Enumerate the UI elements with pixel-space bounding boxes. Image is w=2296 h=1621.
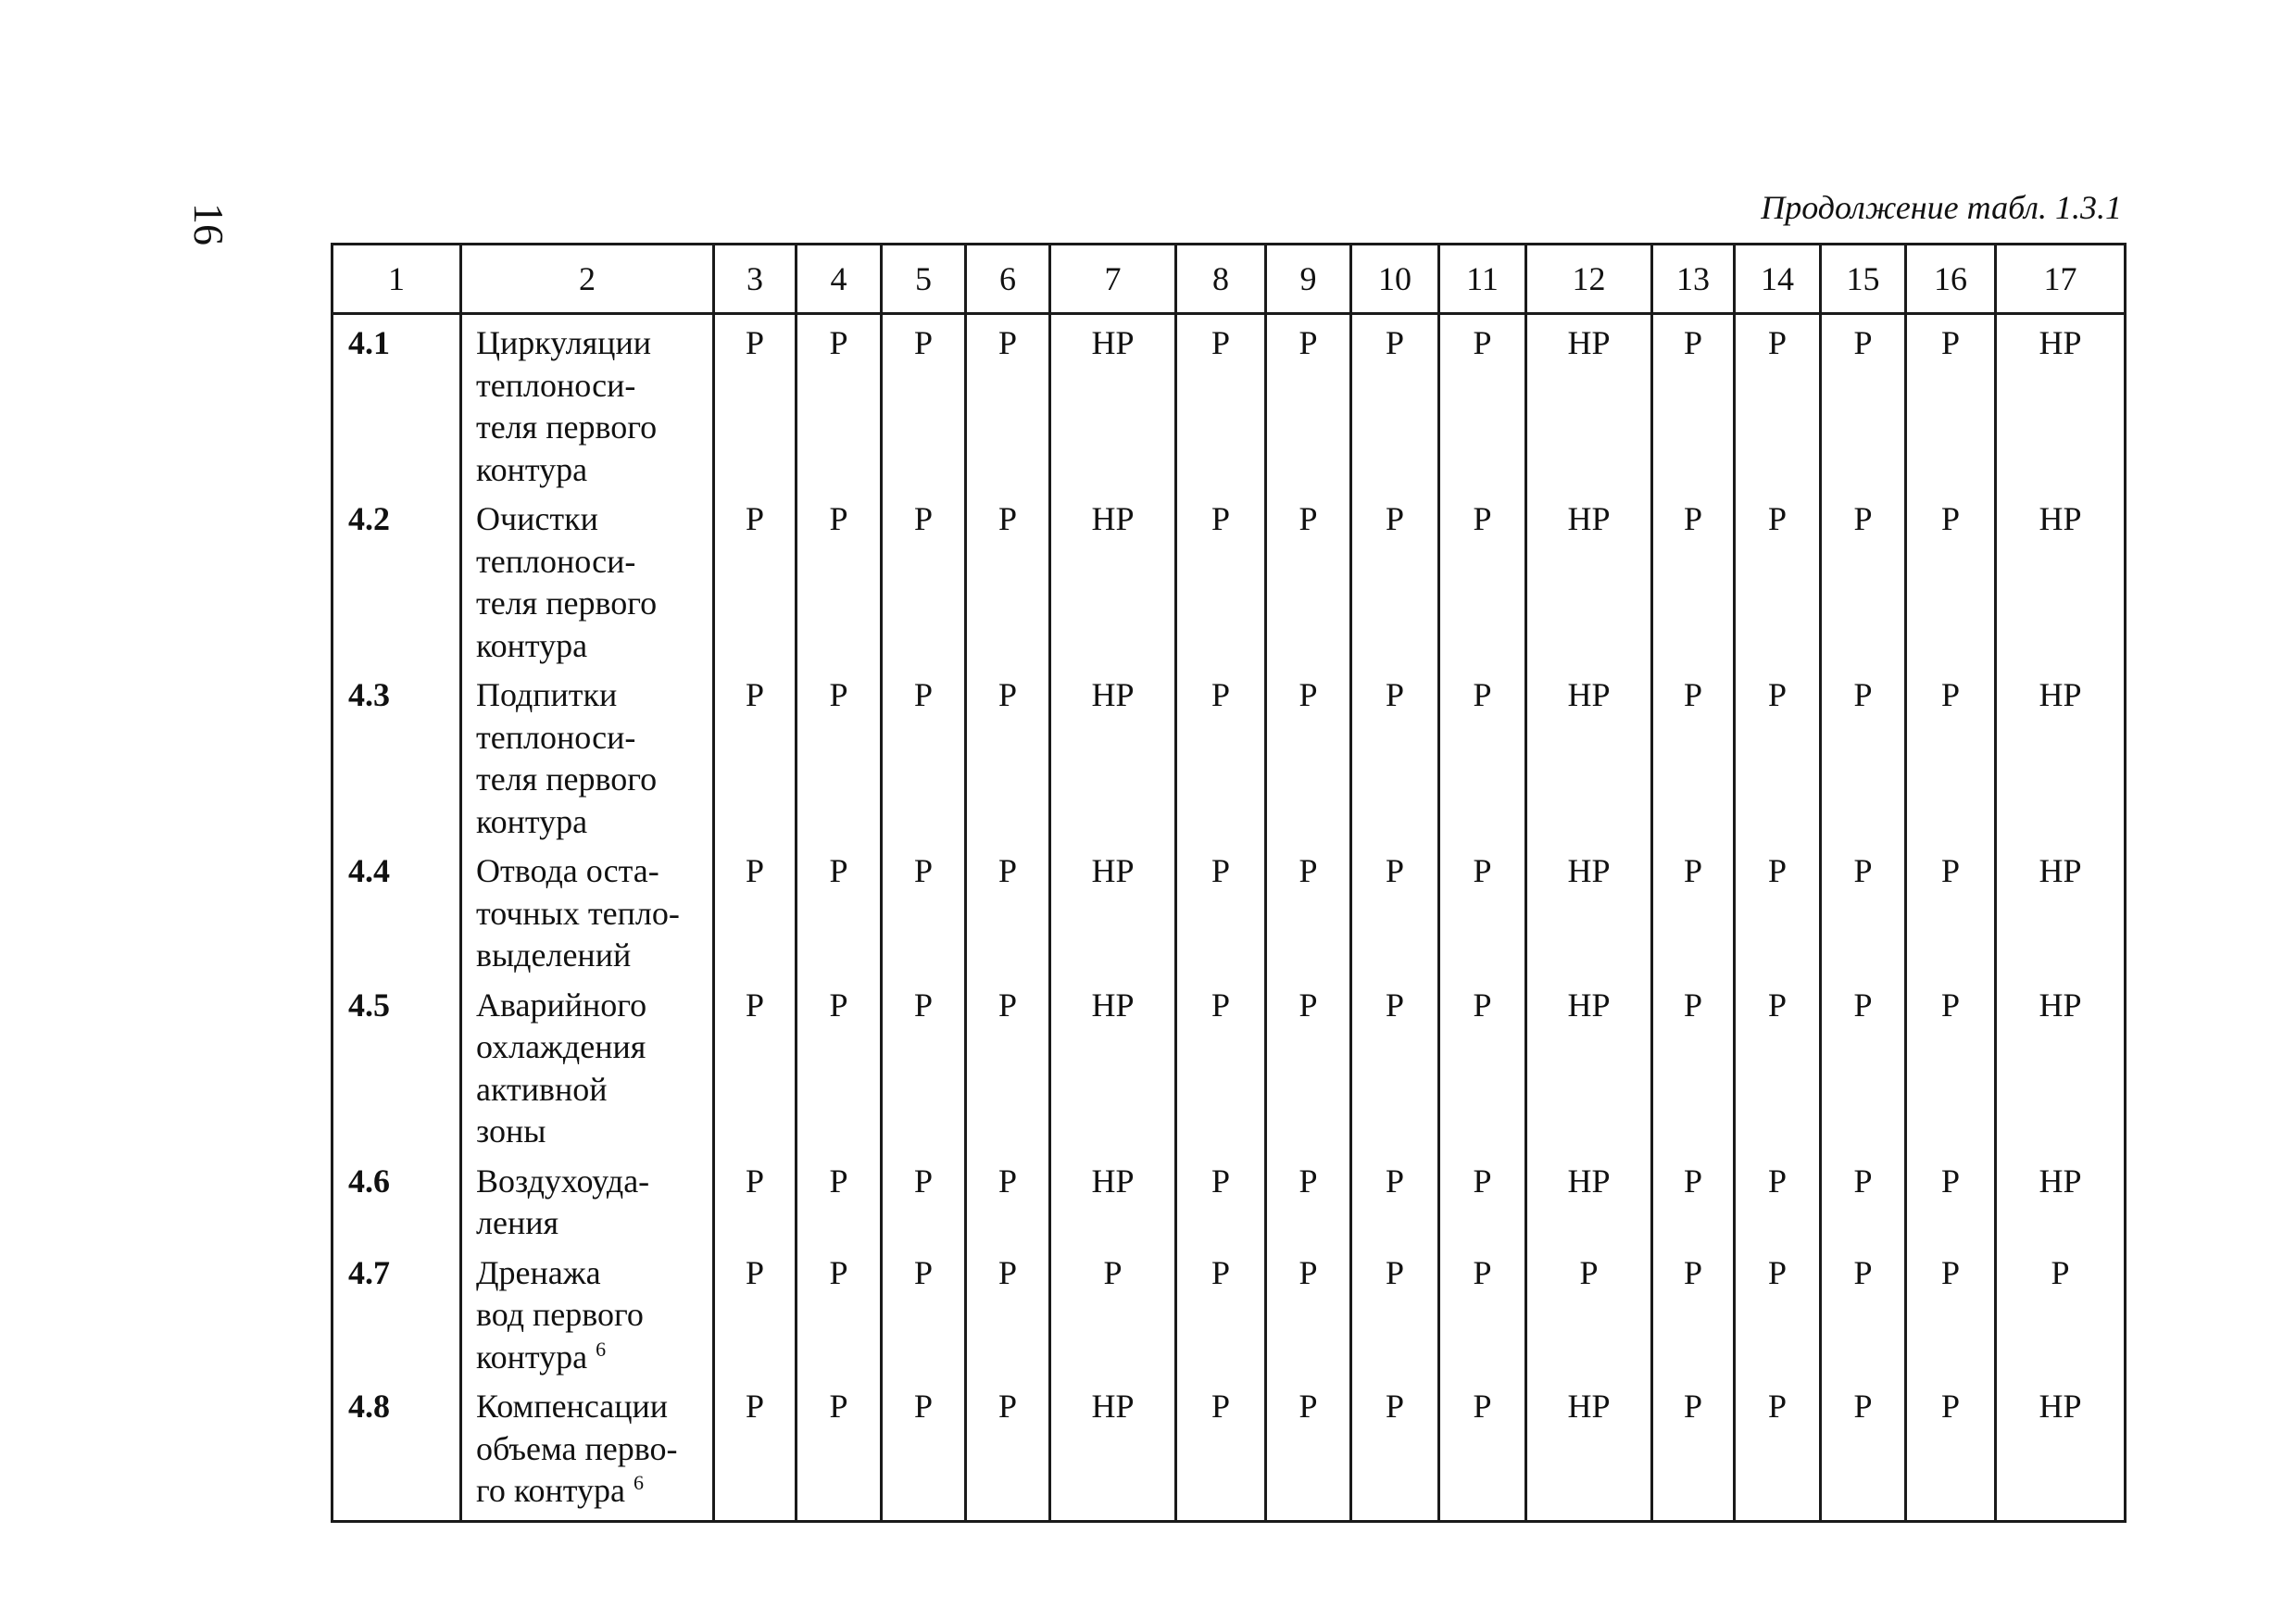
value-cell: Р xyxy=(797,1245,882,1379)
header-cell: 14 xyxy=(1735,245,1821,314)
value-cell: Р xyxy=(1652,1245,1735,1379)
header-cell: 13 xyxy=(1652,245,1735,314)
value-cell: Р xyxy=(882,843,966,977)
value-cell: Р xyxy=(1266,1378,1351,1521)
description-text: активной xyxy=(476,1070,608,1108)
description-line xyxy=(476,1337,712,1379)
value-cell: Р xyxy=(1652,1378,1735,1521)
value-cell: Р xyxy=(1906,977,1996,1153)
value-cell: Р xyxy=(714,314,797,492)
value-cell: Р xyxy=(1906,1153,1996,1245)
value-cell: Р xyxy=(966,667,1050,843)
description-text: контура xyxy=(476,1338,596,1376)
table-row xyxy=(332,1378,2126,1521)
value-cell: Р xyxy=(882,1378,966,1521)
header-cell: 9 xyxy=(1266,245,1351,314)
value-cell: Р xyxy=(1351,843,1439,977)
header-cell: 12 xyxy=(1526,245,1652,314)
value-cell: НР xyxy=(1996,491,2126,667)
value-cell: Р xyxy=(714,491,797,667)
value-cell: Р xyxy=(1266,1245,1351,1379)
description-line xyxy=(476,1161,712,1203)
value-cell: НР xyxy=(1526,1378,1652,1521)
value-cell: Р xyxy=(1735,667,1821,843)
description-text: Циркуляции xyxy=(476,324,651,361)
value-cell: Р xyxy=(797,314,882,492)
table-row xyxy=(332,843,2126,977)
value-cell: Р xyxy=(1996,1245,2126,1379)
value-cell: Р xyxy=(797,1153,882,1245)
value-cell: Р xyxy=(1439,1378,1526,1521)
value-cell: Р xyxy=(1351,1378,1439,1521)
value-cell: Р xyxy=(1526,1245,1652,1379)
value-cell: Р xyxy=(714,1245,797,1379)
description-line xyxy=(476,1428,712,1471)
value-cell: Р xyxy=(1821,843,1906,977)
description-text: зоны xyxy=(476,1112,546,1150)
value-cell: Р xyxy=(1439,667,1526,843)
value-cell: Р xyxy=(882,1153,966,1245)
value-cell: Р xyxy=(797,843,882,977)
value-cell: Р xyxy=(1735,314,1821,492)
row-description xyxy=(461,314,714,492)
description-text: теля первого xyxy=(476,408,658,446)
value-cell: Р xyxy=(1351,667,1439,843)
value-cell: Р xyxy=(1176,843,1266,977)
description-text: Аварийного xyxy=(476,986,647,1024)
value-cell: НР xyxy=(1050,314,1176,492)
value-cell: НР xyxy=(1050,977,1176,1153)
value-cell: НР xyxy=(1526,491,1652,667)
row-number: 4.1 xyxy=(332,314,461,492)
description-text: объема перво- xyxy=(476,1429,678,1467)
description-line xyxy=(476,717,712,760)
description-text: ления xyxy=(476,1204,559,1241)
value-cell: Р xyxy=(1735,1245,1821,1379)
description-text: теплоноси- xyxy=(476,718,636,756)
description-line xyxy=(476,541,712,584)
description-text: Подпитки xyxy=(476,676,618,713)
value-cell: Р xyxy=(714,977,797,1153)
value-cell: Р xyxy=(714,1153,797,1245)
row-description xyxy=(461,843,714,977)
description-line xyxy=(476,893,712,936)
value-cell: НР xyxy=(1050,1153,1176,1245)
description-line xyxy=(476,1252,712,1295)
value-cell: Р xyxy=(1735,1153,1821,1245)
row-number: 4.8 xyxy=(332,1378,461,1521)
description-line xyxy=(476,1026,712,1069)
value-cell: НР xyxy=(1526,1153,1652,1245)
value-cell: Р xyxy=(1351,491,1439,667)
value-cell: Р xyxy=(882,491,966,667)
value-cell: Р xyxy=(1266,977,1351,1153)
header-cell: 4 xyxy=(797,245,882,314)
value-cell: Р xyxy=(1735,1378,1821,1521)
description-text: Воздухоуда- xyxy=(476,1162,650,1200)
value-cell: Р xyxy=(882,314,966,492)
value-cell: НР xyxy=(1996,1378,2126,1521)
description-text: Компенсации xyxy=(476,1388,669,1425)
row-description xyxy=(461,1378,714,1521)
header-row xyxy=(332,245,2126,314)
table-row xyxy=(332,667,2126,843)
value-cell: Р xyxy=(1906,1378,1996,1521)
value-cell: НР xyxy=(1050,667,1176,843)
description-text: теля первого xyxy=(476,584,658,622)
header-cell: 8 xyxy=(1176,245,1266,314)
header-cell: 6 xyxy=(966,245,1050,314)
value-cell: Р xyxy=(966,1153,1050,1245)
header-cell: 17 xyxy=(1996,245,2126,314)
value-cell: Р xyxy=(1176,667,1266,843)
value-cell: Р xyxy=(714,667,797,843)
row-description xyxy=(461,1245,714,1379)
value-cell: Р xyxy=(1176,1245,1266,1379)
value-cell: Р xyxy=(1439,314,1526,492)
row-description xyxy=(461,977,714,1153)
value-cell: Р xyxy=(882,977,966,1153)
value-cell: Р xyxy=(1821,1378,1906,1521)
value-cell: Р xyxy=(1176,1153,1266,1245)
value-cell: НР xyxy=(1050,843,1176,977)
description-text: контура xyxy=(476,450,588,488)
value-cell: Р xyxy=(1735,977,1821,1153)
description-line xyxy=(476,1294,712,1337)
description-line xyxy=(476,801,712,844)
row-number: 4.7 xyxy=(332,1245,461,1379)
value-cell: Р xyxy=(1050,1245,1176,1379)
value-cell: Р xyxy=(1906,1245,1996,1379)
value-cell: НР xyxy=(1996,977,2126,1153)
value-cell: Р xyxy=(1266,667,1351,843)
description-line xyxy=(476,1202,712,1245)
value-cell: Р xyxy=(1821,977,1906,1153)
header-cell: 15 xyxy=(1821,245,1906,314)
row-number: 4.3 xyxy=(332,667,461,843)
description-line xyxy=(476,322,712,365)
value-cell: НР xyxy=(1050,491,1176,667)
value-cell: Р xyxy=(966,1378,1050,1521)
value-cell: Р xyxy=(882,1245,966,1379)
value-cell: Р xyxy=(1176,977,1266,1153)
value-cell: Р xyxy=(1176,1378,1266,1521)
description-text: точных тепло- xyxy=(476,894,680,932)
table-row xyxy=(332,491,2126,667)
row-description xyxy=(461,491,714,667)
row-description xyxy=(461,1153,714,1245)
value-cell: Р xyxy=(1821,1245,1906,1379)
value-cell: Р xyxy=(797,1378,882,1521)
value-cell: Р xyxy=(1652,667,1735,843)
description-line xyxy=(476,850,712,893)
value-cell: Р xyxy=(1439,977,1526,1153)
value-cell: Р xyxy=(1351,977,1439,1153)
value-cell: Р xyxy=(1266,314,1351,492)
value-cell: Р xyxy=(1351,1153,1439,1245)
value-cell: НР xyxy=(1996,843,2126,977)
row-number: 4.4 xyxy=(332,843,461,977)
value-cell: Р xyxy=(1266,491,1351,667)
row-number: 4.5 xyxy=(332,977,461,1153)
value-cell: НР xyxy=(1526,314,1652,492)
value-cell: Р xyxy=(1439,1245,1526,1379)
value-cell: Р xyxy=(1266,843,1351,977)
value-cell: Р xyxy=(1821,314,1906,492)
table-row xyxy=(332,977,2126,1153)
header-cell: 1 xyxy=(332,245,461,314)
description-text: контура xyxy=(476,626,588,664)
description-line xyxy=(476,1386,712,1428)
description-line xyxy=(476,1470,712,1513)
table-caption: Продолжение табл. 1.3.1 xyxy=(1761,189,2122,226)
description-text: теплоноси- xyxy=(476,366,636,404)
systems-table xyxy=(331,243,2127,1523)
footnote-marker: 6 xyxy=(634,1471,645,1494)
description-line xyxy=(476,407,712,449)
value-cell: Р xyxy=(1735,491,1821,667)
description-line xyxy=(476,1069,712,1112)
description-text: Дренажа xyxy=(476,1253,601,1291)
value-cell: Р xyxy=(1906,667,1996,843)
row-number: 4.6 xyxy=(332,1153,461,1245)
value-cell: НР xyxy=(1526,667,1652,843)
value-cell: Р xyxy=(797,667,882,843)
value-cell: Р xyxy=(966,1245,1050,1379)
description-text: выделений xyxy=(476,936,632,974)
header-cell: 16 xyxy=(1906,245,1996,314)
value-cell: Р xyxy=(1652,314,1735,492)
description-text: го контура xyxy=(476,1472,634,1509)
description-line xyxy=(476,583,712,625)
header-cell: 5 xyxy=(882,245,966,314)
description-line xyxy=(476,985,712,1027)
value-cell: Р xyxy=(797,977,882,1153)
value-cell: Р xyxy=(797,491,882,667)
value-cell: Р xyxy=(966,977,1050,1153)
description-text: вод первого xyxy=(476,1296,644,1333)
value-cell: Р xyxy=(1176,491,1266,667)
description-line xyxy=(476,759,712,801)
description-text: теля первого xyxy=(476,760,658,798)
table-row xyxy=(332,1153,2126,1245)
header-cell: 2 xyxy=(461,245,714,314)
header-cell: 10 xyxy=(1351,245,1439,314)
header-cell: 7 xyxy=(1050,245,1176,314)
table-row xyxy=(332,1245,2126,1379)
value-cell: Р xyxy=(1821,667,1906,843)
value-cell: Р xyxy=(1351,1245,1439,1379)
description-text: теплоноси- xyxy=(476,542,636,580)
value-cell: НР xyxy=(1996,1153,2126,1245)
description-text: Отвода оста- xyxy=(476,852,659,889)
table-body xyxy=(332,314,2126,1522)
value-cell: Р xyxy=(714,843,797,977)
value-cell: Р xyxy=(1652,843,1735,977)
description-text: Очистки xyxy=(476,500,598,537)
description-line xyxy=(476,674,712,717)
value-cell: НР xyxy=(1050,1378,1176,1521)
row-description xyxy=(461,667,714,843)
description-text: охлаждения xyxy=(476,1028,646,1065)
description-line xyxy=(476,1111,712,1153)
value-cell: Р xyxy=(1735,843,1821,977)
value-cell: Р xyxy=(1266,1153,1351,1245)
description-line xyxy=(476,498,712,541)
value-cell: Р xyxy=(1652,977,1735,1153)
value-cell: НР xyxy=(1526,977,1652,1153)
description-line xyxy=(476,449,712,492)
value-cell: Р xyxy=(966,491,1050,667)
description-line xyxy=(476,365,712,408)
header-cell: 11 xyxy=(1439,245,1526,314)
value-cell: Р xyxy=(966,843,1050,977)
page-number: 16 xyxy=(185,203,232,245)
value-cell: Р xyxy=(714,1378,797,1521)
description-text: контура xyxy=(476,802,588,840)
footnote-marker: 6 xyxy=(596,1337,607,1361)
value-cell: Р xyxy=(1906,491,1996,667)
value-cell: Р xyxy=(1821,1153,1906,1245)
value-cell: Р xyxy=(882,667,966,843)
value-cell: Р xyxy=(1176,314,1266,492)
description-line xyxy=(476,935,712,977)
value-cell: НР xyxy=(1526,843,1652,977)
header-cell: 3 xyxy=(714,245,797,314)
value-cell: Р xyxy=(1652,1153,1735,1245)
value-cell: Р xyxy=(1652,491,1735,667)
table-row xyxy=(332,314,2126,492)
value-cell: Р xyxy=(1351,314,1439,492)
value-cell: Р xyxy=(1821,491,1906,667)
row-number: 4.2 xyxy=(332,491,461,667)
value-cell: НР xyxy=(1996,314,2126,492)
description-line xyxy=(476,625,712,668)
value-cell: Р xyxy=(1906,843,1996,977)
value-cell: Р xyxy=(1439,491,1526,667)
value-cell: Р xyxy=(1439,843,1526,977)
value-cell: Р xyxy=(966,314,1050,492)
value-cell: Р xyxy=(1906,314,1996,492)
value-cell: НР xyxy=(1996,667,2126,843)
value-cell: Р xyxy=(1439,1153,1526,1245)
